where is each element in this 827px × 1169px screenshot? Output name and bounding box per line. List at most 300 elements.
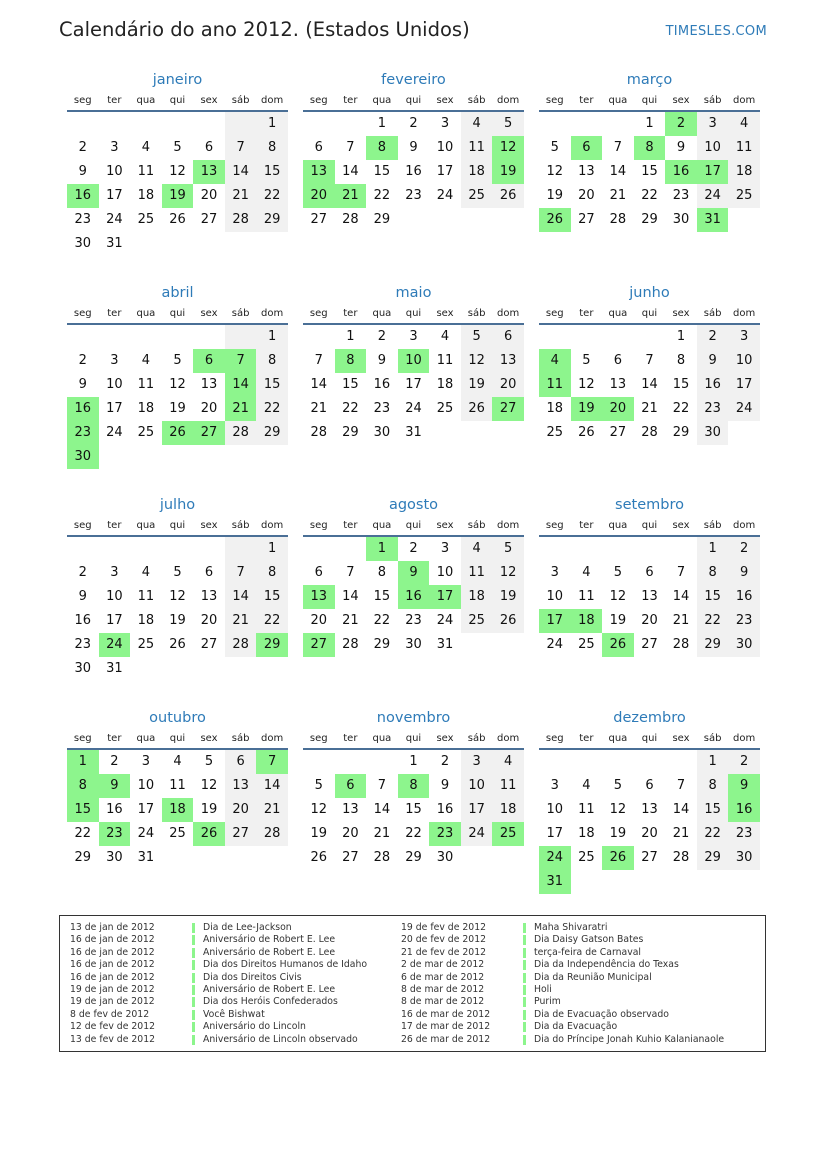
day-cell[interactable]: 12	[461, 349, 493, 373]
day-cell[interactable]: 31	[106, 661, 123, 676]
day-cell[interactable]: 25	[461, 609, 493, 633]
day-cell[interactable]: 25	[137, 425, 155, 440]
day-cell[interactable]: 28	[225, 633, 257, 657]
day-cell[interactable]: 2	[78, 140, 87, 155]
day-cell[interactable]: 29	[373, 637, 391, 652]
holiday-day-cell[interactable]: 27	[303, 633, 335, 657]
day-cell[interactable]: 24	[697, 184, 729, 208]
day-cell[interactable]: 21	[225, 609, 257, 633]
day-cell[interactable]: 21	[225, 184, 257, 208]
day-cell[interactable]: 24	[436, 613, 454, 628]
day-cell[interactable]: 29	[697, 633, 729, 657]
day-cell[interactable]: 18	[137, 401, 155, 416]
day-cell[interactable]: 22	[672, 401, 690, 416]
holiday-day-cell[interactable]: 13	[303, 160, 335, 184]
day-cell[interactable]: 27	[200, 637, 218, 652]
day-cell[interactable]: 3	[440, 116, 450, 131]
day-cell[interactable]: 28	[310, 425, 328, 440]
day-cell[interactable]: 17	[728, 373, 760, 397]
day-cell[interactable]: 6	[314, 565, 323, 580]
day-cell[interactable]: 14	[342, 164, 359, 179]
day-cell[interactable]: 21	[373, 826, 391, 841]
day-cell[interactable]: 10	[436, 565, 454, 580]
holiday-day-cell[interactable]: 14	[225, 373, 257, 397]
day-cell[interactable]: 9	[78, 377, 87, 392]
holiday-day-cell[interactable]: 15	[67, 798, 99, 822]
day-cell[interactable]: 1	[256, 537, 288, 561]
day-cell[interactable]: 23	[672, 188, 690, 203]
day-cell[interactable]: 12	[609, 802, 627, 817]
day-cell[interactable]: 30	[106, 850, 123, 865]
day-cell[interactable]: 12	[169, 377, 186, 392]
day-cell[interactable]: 11	[137, 377, 155, 392]
day-cell[interactable]: 3	[728, 325, 760, 349]
day-cell[interactable]: 27	[310, 212, 328, 227]
holiday-day-cell[interactable]: 9	[728, 774, 760, 798]
day-cell[interactable]: 1	[645, 116, 654, 131]
day-cell[interactable]: 28	[672, 850, 690, 865]
day-cell[interactable]: 24	[106, 212, 123, 227]
day-cell[interactable]: 3	[110, 140, 119, 155]
day-cell[interactable]: 1	[697, 750, 729, 774]
day-cell[interactable]: 17	[106, 188, 123, 203]
day-cell[interactable]: 4	[141, 140, 151, 155]
day-cell[interactable]: 11	[169, 778, 186, 793]
day-cell[interactable]: 16	[106, 802, 123, 817]
day-cell[interactable]: 24	[405, 401, 422, 416]
day-cell[interactable]: 5	[314, 778, 323, 793]
day-cell[interactable]: 18	[492, 798, 524, 822]
day-cell[interactable]: 13	[200, 589, 218, 604]
day-cell[interactable]: 26	[492, 609, 524, 633]
holiday-day-cell[interactable]: 26	[602, 846, 634, 870]
day-cell[interactable]: 6	[492, 325, 524, 349]
day-cell[interactable]: 11	[137, 164, 155, 179]
day-cell[interactable]: 7	[676, 565, 686, 580]
day-cell[interactable]: 27	[641, 637, 658, 652]
day-cell[interactable]: 11	[578, 802, 595, 817]
day-cell[interactable]: 30	[74, 661, 92, 676]
day-cell[interactable]: 24	[461, 822, 493, 846]
holiday-day-cell[interactable]: 21	[335, 184, 367, 208]
holiday-day-cell[interactable]: 4	[539, 349, 571, 373]
day-cell[interactable]: 15	[697, 798, 729, 822]
day-cell[interactable]: 3	[141, 754, 151, 769]
day-cell[interactable]: 2	[409, 541, 418, 556]
day-cell[interactable]: 9	[676, 140, 686, 155]
day-cell[interactable]: 9	[78, 164, 87, 179]
day-cell[interactable]: 29	[342, 425, 359, 440]
holiday-day-cell[interactable]: 19	[492, 160, 524, 184]
day-cell[interactable]: 8	[697, 561, 729, 585]
day-cell[interactable]: 15	[697, 585, 729, 609]
day-cell[interactable]: 3	[550, 565, 559, 580]
day-cell[interactable]: 28	[672, 637, 690, 652]
day-cell[interactable]: 11	[492, 774, 524, 798]
day-cell[interactable]: 29	[405, 850, 422, 865]
holiday-day-cell[interactable]: 31	[697, 208, 729, 232]
day-cell[interactable]: 18	[137, 613, 155, 628]
day-cell[interactable]: 12	[310, 802, 328, 817]
holiday-day-cell[interactable]: 16	[398, 585, 430, 609]
day-cell[interactable]: 15	[373, 589, 391, 604]
day-cell[interactable]: 18	[578, 826, 595, 841]
day-cell[interactable]: 27	[609, 425, 627, 440]
day-cell[interactable]: 9	[377, 353, 387, 368]
day-cell[interactable]: 10	[106, 589, 123, 604]
holiday-day-cell[interactable]: 13	[193, 160, 225, 184]
holiday-day-cell[interactable]: 26	[539, 208, 571, 232]
day-cell[interactable]: 13	[342, 802, 359, 817]
day-cell[interactable]: 29	[74, 850, 92, 865]
day-cell[interactable]: 20	[641, 826, 658, 841]
day-cell[interactable]: 4	[173, 754, 182, 769]
day-cell[interactable]: 18	[461, 585, 493, 609]
holiday-day-cell[interactable]: 16	[67, 397, 99, 421]
holiday-day-cell[interactable]: 19	[571, 397, 603, 421]
day-cell[interactable]: 10	[106, 164, 123, 179]
day-cell[interactable]: 9	[78, 589, 87, 604]
holiday-day-cell[interactable]: 27	[492, 397, 524, 421]
holiday-day-cell[interactable]: 17	[697, 160, 729, 184]
holiday-day-cell[interactable]: 27	[193, 421, 225, 445]
holiday-day-cell[interactable]: 18	[162, 798, 194, 822]
day-cell[interactable]: 7	[645, 353, 654, 368]
day-cell[interactable]: 30	[728, 846, 760, 870]
day-cell[interactable]: 26	[169, 212, 186, 227]
day-cell[interactable]: 30	[405, 637, 422, 652]
day-cell[interactable]: 7	[225, 561, 257, 585]
holiday-day-cell[interactable]: 24	[539, 846, 571, 870]
day-cell[interactable]: 21	[609, 188, 627, 203]
day-cell[interactable]: 14	[225, 160, 257, 184]
holiday-day-cell[interactable]: 8	[335, 349, 367, 373]
day-cell[interactable]: 20	[200, 401, 218, 416]
holiday-day-cell[interactable]: 10	[398, 349, 430, 373]
day-cell[interactable]: 21	[641, 401, 658, 416]
day-cell[interactable]: 22	[256, 609, 288, 633]
day-cell[interactable]: 10	[546, 802, 564, 817]
day-cell[interactable]: 25	[578, 637, 595, 652]
day-cell[interactable]: 4	[582, 565, 591, 580]
day-cell[interactable]: 15	[672, 377, 690, 392]
day-cell[interactable]: 6	[204, 565, 214, 580]
holiday-day-cell[interactable]: 23	[67, 421, 99, 445]
day-cell[interactable]: 26	[310, 850, 328, 865]
day-cell[interactable]: 4	[582, 778, 591, 793]
day-cell[interactable]: 14	[672, 589, 690, 604]
holiday-day-cell[interactable]: 11	[539, 373, 571, 397]
day-cell[interactable]: 31	[436, 637, 454, 652]
day-cell[interactable]: 19	[609, 826, 627, 841]
holiday-day-cell[interactable]: 17	[539, 609, 571, 633]
day-cell[interactable]: 30	[672, 212, 690, 227]
day-cell[interactable]: 7	[346, 565, 355, 580]
day-cell[interactable]: 23	[405, 613, 422, 628]
day-cell[interactable]: 19	[546, 188, 564, 203]
day-cell[interactable]: 18	[546, 401, 564, 416]
day-cell[interactable]: 4	[141, 565, 151, 580]
holiday-day-cell[interactable]: 20	[602, 397, 634, 421]
day-cell[interactable]: 26	[578, 425, 595, 440]
day-cell[interactable]: 12	[546, 164, 564, 179]
day-cell[interactable]: 3	[697, 112, 729, 136]
day-cell[interactable]: 27	[200, 212, 218, 227]
day-cell[interactable]: 1	[256, 325, 288, 349]
day-cell[interactable]: 23	[405, 188, 422, 203]
day-cell[interactable]: 20	[200, 613, 218, 628]
day-cell[interactable]: 22	[373, 188, 391, 203]
day-cell[interactable]: 15	[405, 802, 422, 817]
day-cell[interactable]: 22	[342, 401, 359, 416]
day-cell[interactable]: 17	[546, 826, 564, 841]
day-cell[interactable]: 11	[461, 561, 493, 585]
holiday-day-cell[interactable]: 26	[162, 421, 194, 445]
day-cell[interactable]: 4	[728, 112, 760, 136]
day-cell[interactable]: 25	[728, 184, 760, 208]
day-cell[interactable]: 5	[492, 112, 524, 136]
day-cell[interactable]: 25	[461, 184, 493, 208]
day-cell[interactable]: 20	[641, 613, 658, 628]
day-cell[interactable]: 23	[728, 822, 760, 846]
day-cell[interactable]: 28	[373, 850, 391, 865]
day-cell[interactable]: 11	[578, 589, 595, 604]
day-cell[interactable]: 3	[440, 541, 450, 556]
brand-link[interactable]: TIMESLES.COM	[665, 24, 767, 39]
day-cell[interactable]: 20	[310, 613, 328, 628]
day-cell[interactable]: 29	[697, 846, 729, 870]
day-cell[interactable]: 12	[578, 377, 595, 392]
day-cell[interactable]: 3	[110, 565, 119, 580]
day-cell[interactable]: 5	[613, 778, 623, 793]
holiday-day-cell[interactable]: 16	[665, 160, 697, 184]
day-cell[interactable]: 9	[728, 561, 760, 585]
day-cell[interactable]: 28	[256, 822, 288, 846]
day-cell[interactable]: 1	[409, 754, 418, 769]
holiday-day-cell[interactable]: 1	[67, 750, 99, 774]
day-cell[interactable]: 12	[200, 778, 218, 793]
day-cell[interactable]: 2	[377, 329, 387, 344]
day-cell[interactable]: 4	[440, 329, 450, 344]
day-cell[interactable]: 13	[492, 349, 524, 373]
day-cell[interactable]: 20	[200, 188, 218, 203]
day-cell[interactable]: 7	[613, 140, 623, 155]
day-cell[interactable]: 1	[676, 329, 686, 344]
day-cell[interactable]: 29	[256, 421, 288, 445]
day-cell[interactable]: 5	[204, 754, 214, 769]
day-cell[interactable]: 8	[256, 561, 288, 585]
day-cell[interactable]: 25	[546, 425, 564, 440]
day-cell[interactable]: 14	[373, 802, 391, 817]
day-cell[interactable]: 17	[106, 401, 123, 416]
day-cell[interactable]: 28	[225, 208, 257, 232]
day-cell[interactable]: 24	[436, 188, 454, 203]
day-cell[interactable]: 18	[728, 160, 760, 184]
day-cell[interactable]: 9	[440, 778, 450, 793]
day-cell[interactable]: 2	[78, 565, 87, 580]
day-cell[interactable]: 21	[672, 826, 690, 841]
day-cell[interactable]: 21	[310, 401, 328, 416]
day-cell[interactable]: 22	[373, 613, 391, 628]
day-cell[interactable]: 19	[169, 613, 186, 628]
day-cell[interactable]: 9	[697, 349, 729, 373]
day-cell[interactable]: 29	[672, 425, 690, 440]
day-cell[interactable]: 14	[342, 589, 359, 604]
day-cell[interactable]: 7	[346, 140, 355, 155]
day-cell[interactable]: 14	[609, 164, 627, 179]
day-cell[interactable]: 30	[697, 421, 729, 445]
day-cell[interactable]: 22	[641, 188, 658, 203]
holiday-day-cell[interactable]: 1	[366, 537, 398, 561]
day-cell[interactable]: 19	[492, 585, 524, 609]
day-cell[interactable]: 6	[204, 140, 214, 155]
holiday-day-cell[interactable]: 16	[728, 798, 760, 822]
day-cell[interactable]: 10	[436, 140, 454, 155]
day-cell[interactable]: 19	[461, 373, 493, 397]
day-cell[interactable]: 20	[492, 373, 524, 397]
day-cell[interactable]: 16	[728, 585, 760, 609]
day-cell[interactable]: 14	[225, 585, 257, 609]
day-cell[interactable]: 15	[256, 160, 288, 184]
day-cell[interactable]: 13	[578, 164, 595, 179]
holiday-day-cell[interactable]: 31	[539, 870, 571, 894]
day-cell[interactable]: 24	[546, 637, 564, 652]
holiday-day-cell[interactable]: 20	[303, 184, 335, 208]
holiday-day-cell[interactable]: 9	[398, 561, 430, 585]
day-cell[interactable]: 22	[256, 397, 288, 421]
day-cell[interactable]: 28	[225, 421, 257, 445]
holiday-day-cell[interactable]: 26	[602, 633, 634, 657]
holiday-day-cell[interactable]: 8	[366, 136, 398, 160]
day-cell[interactable]: 4	[461, 112, 493, 136]
holiday-day-cell[interactable]: 8	[634, 136, 666, 160]
day-cell[interactable]: 22	[405, 826, 422, 841]
day-cell[interactable]: 2	[728, 537, 760, 561]
day-cell[interactable]: 24	[137, 826, 155, 841]
holiday-day-cell[interactable]: 8	[398, 774, 430, 798]
holiday-day-cell[interactable]: 8	[67, 774, 99, 798]
day-cell[interactable]: 31	[405, 425, 422, 440]
day-cell[interactable]: 16	[436, 802, 454, 817]
day-cell[interactable]: 5	[613, 565, 623, 580]
day-cell[interactable]: 18	[461, 160, 493, 184]
holiday-day-cell[interactable]: 6	[571, 136, 603, 160]
day-cell[interactable]: 25	[169, 826, 186, 841]
day-cell[interactable]: 7	[377, 778, 387, 793]
holiday-day-cell[interactable]: 7	[225, 349, 257, 373]
day-cell[interactable]: 15	[256, 585, 288, 609]
day-cell[interactable]: 17	[106, 613, 123, 628]
day-cell[interactable]: 1	[377, 116, 387, 131]
day-cell[interactable]: 5	[492, 537, 524, 561]
day-cell[interactable]: 14	[672, 802, 690, 817]
day-cell[interactable]: 10	[546, 589, 564, 604]
day-cell[interactable]: 14	[310, 377, 328, 392]
day-cell[interactable]: 5	[173, 353, 182, 368]
holiday-day-cell[interactable]: 12	[492, 136, 524, 160]
holiday-day-cell[interactable]: 25	[492, 822, 524, 846]
day-cell[interactable]: 27	[342, 850, 359, 865]
day-cell[interactable]: 19	[310, 826, 328, 841]
day-cell[interactable]: 19	[609, 613, 627, 628]
day-cell[interactable]: 7	[314, 353, 323, 368]
day-cell[interactable]: 4	[492, 750, 524, 774]
day-cell[interactable]: 31	[106, 236, 123, 251]
day-cell[interactable]: 21	[342, 613, 359, 628]
day-cell[interactable]: 15	[641, 164, 658, 179]
day-cell[interactable]: 1	[256, 112, 288, 136]
holiday-day-cell[interactable]: 9	[99, 774, 131, 798]
day-cell[interactable]: 13	[200, 377, 218, 392]
day-cell[interactable]: 14	[256, 774, 288, 798]
holiday-day-cell[interactable]: 16	[67, 184, 99, 208]
day-cell[interactable]: 4	[461, 537, 493, 561]
day-cell[interactable]: 25	[137, 637, 155, 652]
day-cell[interactable]: 12	[169, 164, 186, 179]
day-cell[interactable]: 5	[173, 140, 182, 155]
holiday-day-cell[interactable]: 6	[335, 774, 367, 798]
holiday-day-cell[interactable]: 30	[67, 445, 99, 469]
day-cell[interactable]: 20	[578, 188, 595, 203]
day-cell[interactable]: 26	[461, 397, 493, 421]
holiday-day-cell[interactable]: 18	[571, 609, 603, 633]
day-cell[interactable]: 10	[106, 377, 123, 392]
day-cell[interactable]: 8	[676, 353, 686, 368]
day-cell[interactable]: 6	[613, 353, 623, 368]
day-cell[interactable]: 2	[440, 754, 450, 769]
holiday-day-cell[interactable]: 17	[429, 585, 461, 609]
holiday-day-cell[interactable]: 29	[256, 633, 288, 657]
day-cell[interactable]: 9	[409, 140, 418, 155]
day-cell[interactable]: 15	[373, 164, 391, 179]
day-cell[interactable]: 17	[137, 802, 155, 817]
day-cell[interactable]: 11	[137, 589, 155, 604]
holiday-day-cell[interactable]: 2	[665, 112, 697, 136]
day-cell[interactable]: 17	[461, 798, 493, 822]
day-cell[interactable]: 28	[342, 637, 359, 652]
day-cell[interactable]: 8	[256, 349, 288, 373]
day-cell[interactable]: 3	[409, 329, 418, 344]
day-cell[interactable]: 26	[492, 184, 524, 208]
day-cell[interactable]: 18	[436, 377, 454, 392]
day-cell[interactable]: 6	[645, 778, 654, 793]
day-cell[interactable]: 13	[609, 377, 627, 392]
holiday-day-cell[interactable]: 21	[225, 397, 257, 421]
day-cell[interactable]: 21	[256, 798, 288, 822]
day-cell[interactable]: 27	[578, 212, 595, 227]
day-cell[interactable]: 3	[110, 353, 119, 368]
day-cell[interactable]: 22	[697, 822, 729, 846]
day-cell[interactable]: 17	[405, 377, 422, 392]
day-cell[interactable]: 29	[256, 208, 288, 232]
day-cell[interactable]: 2	[409, 116, 418, 131]
day-cell[interactable]: 16	[373, 377, 391, 392]
day-cell[interactable]: 25	[578, 850, 595, 865]
day-cell[interactable]: 4	[141, 353, 151, 368]
day-cell[interactable]: 10	[137, 778, 155, 793]
day-cell[interactable]: 8	[256, 136, 288, 160]
day-cell[interactable]: 21	[672, 613, 690, 628]
day-cell[interactable]: 13	[641, 802, 658, 817]
day-cell[interactable]: 22	[74, 826, 92, 841]
day-cell[interactable]: 2	[78, 353, 87, 368]
holiday-day-cell[interactable]: 7	[256, 750, 288, 774]
day-cell[interactable]: 6	[645, 565, 654, 580]
holiday-day-cell[interactable]: 23	[99, 822, 131, 846]
day-cell[interactable]: 8	[377, 565, 387, 580]
day-cell[interactable]: 28	[609, 212, 627, 227]
day-cell[interactable]: 5	[173, 565, 182, 580]
